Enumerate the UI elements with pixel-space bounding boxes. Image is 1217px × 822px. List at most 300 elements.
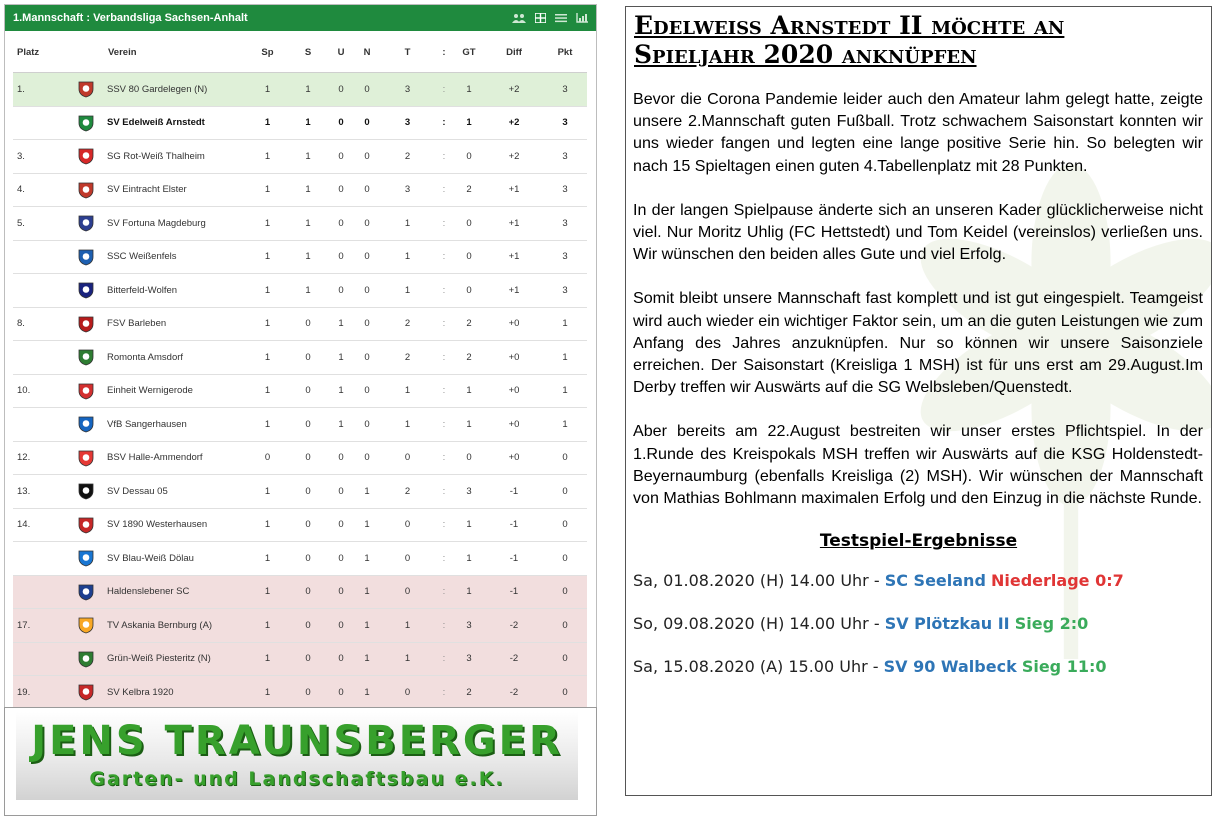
cell-s: 1	[288, 207, 328, 241]
sponsor-banner	[4, 707, 597, 816]
table-header-bar	[5, 5, 596, 31]
cell-gt: 1	[453, 508, 485, 542]
cell-s: 0	[288, 475, 328, 509]
table-row[interactable]	[13, 140, 587, 174]
cell-pkt: 3	[543, 274, 587, 308]
test-result-line	[633, 657, 1211, 676]
cell-sp: 1	[247, 542, 288, 576]
cell-colon: :	[435, 307, 453, 341]
club-crest-cell	[65, 441, 107, 475]
table-body	[13, 73, 587, 710]
cell-t: 2	[380, 475, 435, 509]
cell-verein[interactable]: BSV Halle-Ammendorf	[107, 441, 247, 475]
cell-s: 0	[288, 542, 328, 576]
cell-verein[interactable]: Haldenslebener SC	[107, 575, 247, 609]
table-row[interactable]	[13, 207, 587, 241]
cell-u: 1	[328, 307, 354, 341]
cell-platz: 17.	[13, 609, 65, 643]
club-crest-icon	[77, 616, 95, 634]
cell-gt: 1	[453, 575, 485, 609]
cell-gt: 2	[453, 341, 485, 375]
cell-t: 2	[380, 307, 435, 341]
cell-diff: -1	[485, 475, 543, 509]
club-crest-icon	[77, 281, 95, 299]
cell-s: 0	[288, 609, 328, 643]
col-verein: Verein	[107, 33, 247, 73]
cell-pkt: 0	[543, 609, 587, 643]
club-crest-cell	[65, 274, 107, 308]
cell-verein[interactable]: Einheit Wernigerode	[107, 374, 247, 408]
cell-sp: 1	[247, 173, 288, 207]
cell-gt: 0	[453, 274, 485, 308]
club-crest-cell	[65, 642, 107, 676]
cell-colon: :	[435, 106, 453, 140]
cell-platz: 12.	[13, 441, 65, 475]
cell-platz: 14.	[13, 508, 65, 542]
cell-gt: 2	[453, 173, 485, 207]
cell-colon: :	[435, 475, 453, 509]
club-crest-cell	[65, 73, 107, 107]
table-row[interactable]	[13, 240, 587, 274]
cell-u: 1	[328, 408, 354, 442]
league-table-panel	[4, 4, 597, 708]
cell-verein[interactable]: Grün-Weiß Piesteritz (N)	[107, 642, 247, 676]
cell-platz	[13, 274, 65, 308]
club-crest-cell	[65, 374, 107, 408]
cell-n: 1	[354, 475, 380, 509]
club-crest-cell	[65, 341, 107, 375]
cell-sp: 1	[247, 575, 288, 609]
cell-colon: :	[435, 575, 453, 609]
cell-pkt: 1	[543, 374, 587, 408]
cell-s: 1	[288, 140, 328, 174]
cell-s: 0	[288, 441, 328, 475]
cell-s: 0	[288, 508, 328, 542]
cell-platz: 10.	[13, 374, 65, 408]
col-colon: :	[435, 33, 453, 73]
club-crest-cell	[65, 542, 107, 576]
cell-s: 1	[288, 274, 328, 308]
club-crest-icon	[77, 683, 95, 701]
cell-gt: 3	[453, 475, 485, 509]
cell-platz: 5.	[13, 207, 65, 241]
test-opponent: SV 90 Walbeck	[883, 657, 1017, 677]
cell-verein[interactable]: SV 1890 Westerhausen	[107, 508, 247, 542]
cell-u: 1	[328, 341, 354, 375]
article-body	[633, 88, 1203, 509]
club-crest-icon	[77, 214, 95, 232]
cell-t: 0	[380, 441, 435, 475]
cell-t: 1	[380, 642, 435, 676]
cell-sp: 0	[247, 441, 288, 475]
cell-sp: 1	[247, 508, 288, 542]
cell-verein[interactable]: Romonta Amsdorf	[107, 341, 247, 375]
cell-pkt: 0	[543, 676, 587, 710]
cell-s: 0	[288, 341, 328, 375]
cell-u: 0	[328, 274, 354, 308]
cell-platz	[13, 341, 65, 375]
cell-colon: :	[435, 441, 453, 475]
cell-pkt: 0	[543, 542, 587, 576]
cell-sp: 1	[247, 408, 288, 442]
test-results-heading: Testspiel-Ergebnisse	[819, 531, 1018, 552]
club-crest-icon	[77, 248, 95, 266]
club-crest-cell	[65, 140, 107, 174]
chart-icon[interactable]	[576, 13, 588, 23]
cell-diff: -1	[485, 575, 543, 609]
table-row[interactable]	[13, 73, 587, 107]
club-crest-icon	[77, 415, 95, 433]
cell-diff: +0	[485, 441, 543, 475]
cell-n: 0	[354, 408, 380, 442]
cell-s: 1	[288, 173, 328, 207]
cell-diff: +1	[485, 274, 543, 308]
cell-diff: +0	[485, 307, 543, 341]
col-t: T	[380, 33, 435, 73]
cell-gt: 1	[453, 106, 485, 140]
table-row[interactable]	[13, 374, 587, 408]
list-icon[interactable]	[555, 13, 567, 23]
col-crest	[65, 33, 107, 73]
cell-n: 0	[354, 207, 380, 241]
club-crest-cell	[65, 475, 107, 509]
club-crest-icon	[77, 80, 95, 98]
cell-verein[interactable]: FSV Barleben	[107, 307, 247, 341]
cell-t: 0	[380, 676, 435, 710]
cell-u: 0	[328, 542, 354, 576]
cell-n: 1	[354, 676, 380, 710]
cell-platz: 3.	[13, 140, 65, 174]
test-opponent: SV Plötzkau II	[884, 614, 1010, 634]
cell-gt: 1	[453, 408, 485, 442]
club-crest-cell	[65, 240, 107, 274]
table-row[interactable]	[13, 307, 587, 341]
cell-platz	[13, 240, 65, 274]
cell-verein[interactable]: SV Fortuna Magdeburg	[107, 207, 247, 241]
cell-u: 0	[328, 207, 354, 241]
cell-colon: :	[435, 240, 453, 274]
cell-gt: 2	[453, 676, 485, 710]
cell-t: 3	[380, 73, 435, 107]
cell-t: 1	[380, 408, 435, 442]
cell-gt: 0	[453, 441, 485, 475]
cell-platz	[13, 575, 65, 609]
table-row[interactable]	[13, 642, 587, 676]
cell-t: 2	[380, 341, 435, 375]
cell-n: 0	[354, 341, 380, 375]
cell-diff: -1	[485, 542, 543, 576]
cell-n: 0	[354, 106, 380, 140]
cell-diff: +2	[485, 106, 543, 140]
cell-gt: 3	[453, 609, 485, 643]
table-row[interactable]	[13, 408, 587, 442]
col-n: N	[354, 33, 380, 73]
cell-verein[interactable]: SV Blau-Weiß Dölau	[107, 542, 247, 576]
cell-colon: :	[435, 374, 453, 408]
article-paragraph: Aber bereits am 22.August bestreiten wir unser erstes Pflichtspiel. In der 1.Runde des Kreispokals MSH treffen wir Auswärts auf die KSG Holdenstedt-Beyernaumburg (ebenfalls Kreisliga (2) MSH). Wir wünschen der Mannschaft von Mathias Bohlmann maximalen Erfolg und den Einzug in die nächste Runde.	[633, 422, 1203, 508]
cell-pkt: 0	[543, 475, 587, 509]
table-row[interactable]	[13, 106, 587, 140]
club-crest-cell	[65, 173, 107, 207]
cell-n: 0	[354, 240, 380, 274]
cell-sp: 1	[247, 140, 288, 174]
cell-n: 0	[354, 173, 380, 207]
cell-verein[interactable]: SV Eintracht Elster	[107, 173, 247, 207]
cell-sp: 1	[247, 207, 288, 241]
cell-s: 0	[288, 676, 328, 710]
cell-verein[interactable]: SSV 80 Gardelegen (N)	[107, 73, 247, 107]
table-row[interactable]	[13, 475, 587, 509]
cell-pkt: 3	[543, 140, 587, 174]
league-table	[13, 33, 587, 710]
cell-colon: :	[435, 408, 453, 442]
cell-u: 0	[328, 642, 354, 676]
test-result-line	[633, 571, 1211, 590]
cell-pkt: 0	[543, 508, 587, 542]
col-s: S	[288, 33, 328, 73]
grid-icon[interactable]	[535, 13, 546, 23]
club-crest-icon	[77, 114, 95, 132]
cell-verein[interactable]: VfB Sangerhausen	[107, 408, 247, 442]
table-row[interactable]	[13, 575, 587, 609]
cell-n: 1	[354, 542, 380, 576]
cell-t: 0	[380, 542, 435, 576]
cell-n: 1	[354, 508, 380, 542]
club-crest-icon	[77, 650, 95, 668]
cell-sp: 1	[247, 475, 288, 509]
cell-diff: -2	[485, 676, 543, 710]
club-crest-icon	[77, 482, 95, 500]
cell-gt: 0	[453, 240, 485, 274]
test-date: Sa, 15.08.2020 (A) 15.00 Uhr -	[633, 657, 884, 677]
cell-u: 0	[328, 73, 354, 107]
cell-n: 0	[354, 73, 380, 107]
cell-sp: 1	[247, 609, 288, 643]
cell-sp: 1	[247, 307, 288, 341]
cell-platz: 4.	[13, 173, 65, 207]
cell-sp: 1	[247, 274, 288, 308]
cell-verein[interactable]: SV Edelweiß Arnstedt	[107, 106, 247, 140]
cell-gt: 1	[453, 73, 485, 107]
cell-n: 1	[354, 575, 380, 609]
cell-u: 0	[328, 173, 354, 207]
cell-t: 1	[380, 240, 435, 274]
col-sp: Sp	[247, 33, 288, 73]
cell-t: 1	[380, 274, 435, 308]
table-row[interactable]	[13, 508, 587, 542]
cell-pkt: 0	[543, 575, 587, 609]
cell-diff: -2	[485, 642, 543, 676]
cell-verein[interactable]: Bitterfeld-Wolfen	[107, 274, 247, 308]
headline-line-1: Edelweiss Arnstedt II möchte an	[634, 11, 1065, 40]
col-u: U	[328, 33, 354, 73]
club-crest-icon	[77, 516, 95, 534]
club-crest-icon	[77, 348, 95, 366]
cell-u: 0	[328, 609, 354, 643]
cell-s: 1	[288, 106, 328, 140]
cell-n: 0	[354, 140, 380, 174]
cell-pkt: 3	[543, 173, 587, 207]
cell-u: 0	[328, 575, 354, 609]
table-row[interactable]	[13, 676, 587, 710]
test-result: Niederlage 0:7	[990, 571, 1124, 591]
club-crest-icon	[77, 549, 95, 567]
club-crest-cell	[65, 676, 107, 710]
cell-u: 0	[328, 240, 354, 274]
cell-sp: 1	[247, 642, 288, 676]
cell-s: 0	[288, 408, 328, 442]
cell-sp: 1	[247, 73, 288, 107]
test-result: Sieg 11:0	[1021, 657, 1107, 677]
club-crest-icon	[77, 449, 95, 467]
cell-s: 0	[288, 374, 328, 408]
cell-colon: :	[435, 609, 453, 643]
cell-colon: :	[435, 207, 453, 241]
club-crest-icon	[77, 147, 95, 165]
cell-pkt: 3	[543, 240, 587, 274]
cell-sp: 1	[247, 374, 288, 408]
cell-t: 3	[380, 173, 435, 207]
cell-pkt: 1	[543, 341, 587, 375]
cell-colon: :	[435, 274, 453, 308]
club-crest-icon	[77, 181, 95, 199]
table-row[interactable]	[13, 441, 587, 475]
club-crest-cell	[65, 408, 107, 442]
cell-colon: :	[435, 140, 453, 174]
test-date: So, 09.08.2020 (H) 14.00 Uhr -	[633, 614, 885, 634]
cell-platz: 13.	[13, 475, 65, 509]
cell-colon: :	[435, 642, 453, 676]
cell-diff: +2	[485, 140, 543, 174]
cell-u: 0	[328, 508, 354, 542]
sponsor-subtitle: Garten- und Landschaftsbau e.K.	[89, 768, 505, 790]
cell-pkt: 1	[543, 408, 587, 442]
cell-t: 1	[380, 374, 435, 408]
club-crest-cell	[65, 609, 107, 643]
cell-platz: 8.	[13, 307, 65, 341]
cell-t: 1	[380, 609, 435, 643]
cell-s: 1	[288, 240, 328, 274]
cell-colon: :	[435, 73, 453, 107]
cell-colon: :	[435, 676, 453, 710]
cell-u: 0	[328, 676, 354, 710]
cell-n: 1	[354, 609, 380, 643]
cell-n: 0	[354, 274, 380, 308]
cell-platz	[13, 542, 65, 576]
cell-platz: 19.	[13, 676, 65, 710]
cell-t: 0	[380, 575, 435, 609]
cell-t: 2	[380, 140, 435, 174]
cell-verein[interactable]: SV Kelbra 1920	[107, 676, 247, 710]
cell-verein[interactable]: SG Rot-Weiß Thalheim	[107, 140, 247, 174]
cell-t: 3	[380, 106, 435, 140]
cell-n: 0	[354, 441, 380, 475]
cell-pkt: 0	[543, 441, 587, 475]
club-crest-cell	[65, 307, 107, 341]
cell-gt: 1	[453, 374, 485, 408]
cell-platz	[13, 642, 65, 676]
cell-gt: 2	[453, 307, 485, 341]
club-crest-icon	[77, 382, 95, 400]
headline-line-2: Spieljahr 2020 anknüpfen	[634, 40, 977, 69]
cell-t: 1	[380, 207, 435, 241]
cell-platz	[13, 106, 65, 140]
cell-gt: 0	[453, 140, 485, 174]
club-crest-cell	[65, 575, 107, 609]
cell-sp: 1	[247, 106, 288, 140]
cell-sp: 1	[247, 240, 288, 274]
club-crest-icon	[77, 315, 95, 333]
table-row[interactable]	[13, 609, 587, 643]
cell-u: 0	[328, 441, 354, 475]
cell-verein[interactable]: TV Askania Bernburg (A)	[107, 609, 247, 643]
cell-n: 0	[354, 307, 380, 341]
club-crest-icon	[77, 583, 95, 601]
cell-s: 0	[288, 575, 328, 609]
cell-verein[interactable]: SSC Weißenfels	[107, 240, 247, 274]
cell-u: 0	[328, 106, 354, 140]
cell-colon: :	[435, 341, 453, 375]
cell-s: 1	[288, 73, 328, 107]
cell-sp: 1	[247, 341, 288, 375]
cell-s: 0	[288, 307, 328, 341]
cell-diff: -2	[485, 609, 543, 643]
table-row[interactable]	[13, 341, 587, 375]
people-icon[interactable]	[512, 13, 526, 23]
cell-sp: 1	[247, 676, 288, 710]
cell-diff: +1	[485, 173, 543, 207]
cell-pkt: 3	[543, 106, 587, 140]
cell-diff: +2	[485, 73, 543, 107]
cell-colon: :	[435, 542, 453, 576]
cell-platz: 1.	[13, 73, 65, 107]
cell-t: 0	[380, 508, 435, 542]
club-crest-cell	[65, 106, 107, 140]
table-row[interactable]	[13, 274, 587, 308]
article-headline	[634, 11, 1203, 69]
cell-diff: +0	[485, 374, 543, 408]
cell-colon: :	[435, 173, 453, 207]
col-diff: Diff	[485, 33, 543, 73]
article-paragraph: Somit bleibt unsere Mannschaft fast komplett und ist gut eingespielt. Teamgeist wird auch wieder ein wichtiger Faktor sein, um an die guten Leistungen wie zum Anfang des Jahres anzuknüpfen. Nur so können wir unsere Saisonziele erreichen. Der Saisonstart (Kreisliga 1 MSH) ist für uns erst am 29.August.Im Derby treffen wir Auswärts auf die SG Welbsleben/Quenstedt.	[633, 289, 1203, 397]
cell-pkt: 1	[543, 307, 587, 341]
cell-diff: +1	[485, 207, 543, 241]
sponsor-logo	[16, 712, 578, 800]
cell-verein[interactable]: SV Dessau 05	[107, 475, 247, 509]
col-platz: Platz	[13, 33, 65, 73]
test-opponent: SC Seeland	[884, 571, 986, 591]
cell-gt: 3	[453, 642, 485, 676]
cell-diff: +0	[485, 408, 543, 442]
table-row[interactable]	[13, 542, 587, 576]
cell-s: 0	[288, 642, 328, 676]
club-crest-cell	[65, 207, 107, 241]
cell-pkt: 3	[543, 207, 587, 241]
table-row[interactable]	[13, 173, 587, 207]
table-header-row	[13, 33, 587, 73]
test-result: Sieg 2:0	[1014, 614, 1089, 634]
article-paragraph: Bevor die Corona Pandemie leider auch den Amateur lahm gelegt hatte, zeigte unsere 2.Mannschaft guten Fußball. Trotz schwachem Saisonstart konnten wir uns wieder fangen und legten eine lange positive Serie hin. So belegten wir nach 15 Spieltagen einen guten 4.Tabellenplatz mit 28 Punkten.	[633, 90, 1203, 175]
cell-u: 1	[328, 374, 354, 408]
cell-platz	[13, 408, 65, 442]
cell-gt: 0	[453, 207, 485, 241]
test-date: Sa, 01.08.2020 (H) 14.00 Uhr -	[633, 571, 885, 591]
test-result-line	[633, 614, 1211, 633]
club-crest-cell	[65, 508, 107, 542]
col-pkt: Pkt	[543, 33, 587, 73]
col-gt: GT	[453, 33, 485, 73]
cell-n: 0	[354, 374, 380, 408]
